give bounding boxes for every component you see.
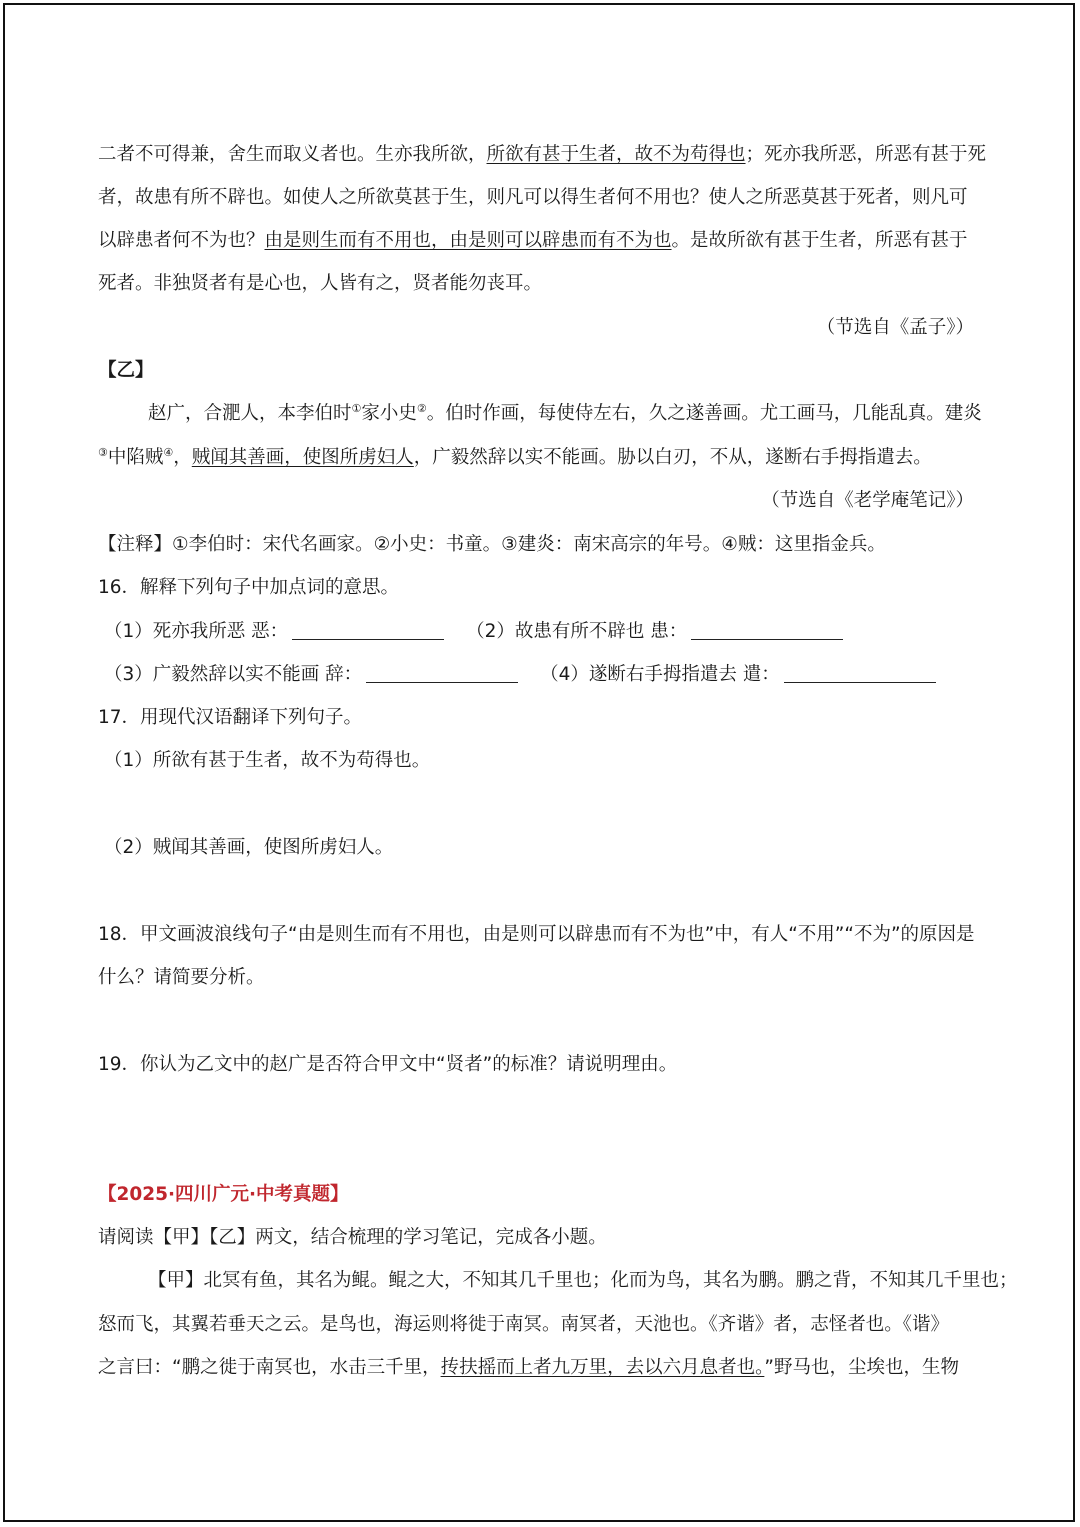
q18-line-2: 什么？请简要分析。 (98, 967, 265, 988)
q16-row-2: （3）广毅然辞以实不能画 辞： （4）遂断右手拇指遣去 遣： (104, 662, 994, 688)
jia-line-4: 死者。非独贤者有是心也，人皆有之，贤者能勿丧耳。 (98, 273, 543, 294)
underlined-sentence: 抟扶摇而上者九万里，去以六月息者也。 (440, 1357, 765, 1378)
exam-source-tag: 【2025·四川广元·中考真题】 (98, 1184, 349, 1205)
yi-label: 【乙】 (98, 360, 154, 381)
answer-blank-2[interactable] (691, 621, 843, 640)
s2-jia-line-1: 【甲】北冥有鱼，其名为鲲。鲲之大，不知其几千里也；化而为鸟，其名为鹏。鹏之背，不知其几千里也； (148, 1270, 1018, 1291)
yi-line-1: 赵广，合淝人，本李伯时①家小史②。伯时作画，每使侍左右，久之遂善画。尤工画马，几能乱真。建炎 (148, 401, 982, 424)
wavy-underlined-sentence: 由是则生而有不用也，由是则可以辟患而有不为也 (264, 230, 672, 251)
note-marker: ① (351, 401, 362, 415)
yi-source: （节选自《老学庵笔记》） (761, 490, 974, 511)
q18-line-1: 18．甲文画波浪线句子“由是则生而有不用也，由是则可以辟患而有不为也”中，有人“不用”“不为”的原因是 (98, 924, 975, 945)
jia-line-1: 二者不可得兼，舍生而取义者也。生亦我所欲，所欲有甚于生者，故不为苟得也；死亦我所恶，所恶有甚于死 (98, 144, 987, 165)
underlined-sentence: 所欲有甚于生者，故不为苟得也 (486, 144, 746, 165)
note-marker: ② (416, 401, 427, 415)
note-marker: ④ (163, 445, 174, 459)
q16-stem: 16．解释下列句子中加点词的意思。 (98, 577, 400, 598)
jia-line-2: 者，故患有所不辟也。如使人之所欲莫甚于生，则凡可以得生者何不用也？使人之所恶莫甚于死者，则凡可 (98, 187, 968, 208)
notes: 【注释】①李伯时：宋代名画家。②小史：书童。③建炎：南宋高宗的年号。④贼：这里指金兵。 (98, 534, 886, 555)
q17-item-1: （1）所欲有甚于生者，故不为苟得也。 (104, 750, 431, 771)
answer-blank-4[interactable] (784, 664, 936, 683)
q19: 19．你认为乙文中的赵广是否符合甲文中“贤者”的标准？请说明理由。 (98, 1054, 678, 1075)
jia-source: （节选自《孟子》） (816, 317, 974, 338)
q16-row-1: （1）死亦我所恶 恶： （2）故患有所不辟也 患： (104, 619, 994, 645)
note-marker: ③ (98, 445, 108, 459)
s2-jia-line-2: 怒而飞，其翼若垂天之云。是鸟也，海运则将徙于南冥。南冥者，天池也。《齐谐》者，志怪者也。《谐》 (98, 1314, 950, 1335)
answer-blank-1[interactable] (292, 621, 444, 640)
underlined-sentence: 贼闻其善画，使图所虏妇人 (191, 447, 414, 468)
yi-line-2: ③中陷贼④，贼闻其善画，使图所虏妇人，广毅然辞以实不能画。胁以白刃，不从，遂断右手拇指遣去。 (98, 445, 932, 468)
q17-item-2: （2）贼闻其善画，使图所虏妇人。 (104, 837, 394, 858)
s2-jia-line-3: 之言曰：“鹏之徙于南冥也，水击三千里，抟扶摇而上者九万里，去以六月息者也。”野马也，尘埃也，生物 (98, 1357, 959, 1378)
answer-blank-3[interactable] (366, 664, 518, 683)
section2-instruction: 请阅读【甲】【乙】两文，结合梳理的学习笔记，完成各小题。 (98, 1227, 607, 1248)
jia-line-3: 以辟患者何不为也？由是则生而有不用也，由是则可以辟患而有不为也。是故所欲有甚于生者，所恶有甚于 (98, 230, 968, 251)
q17-stem: 17．用现代汉语翻译下列句子。 (98, 707, 363, 728)
